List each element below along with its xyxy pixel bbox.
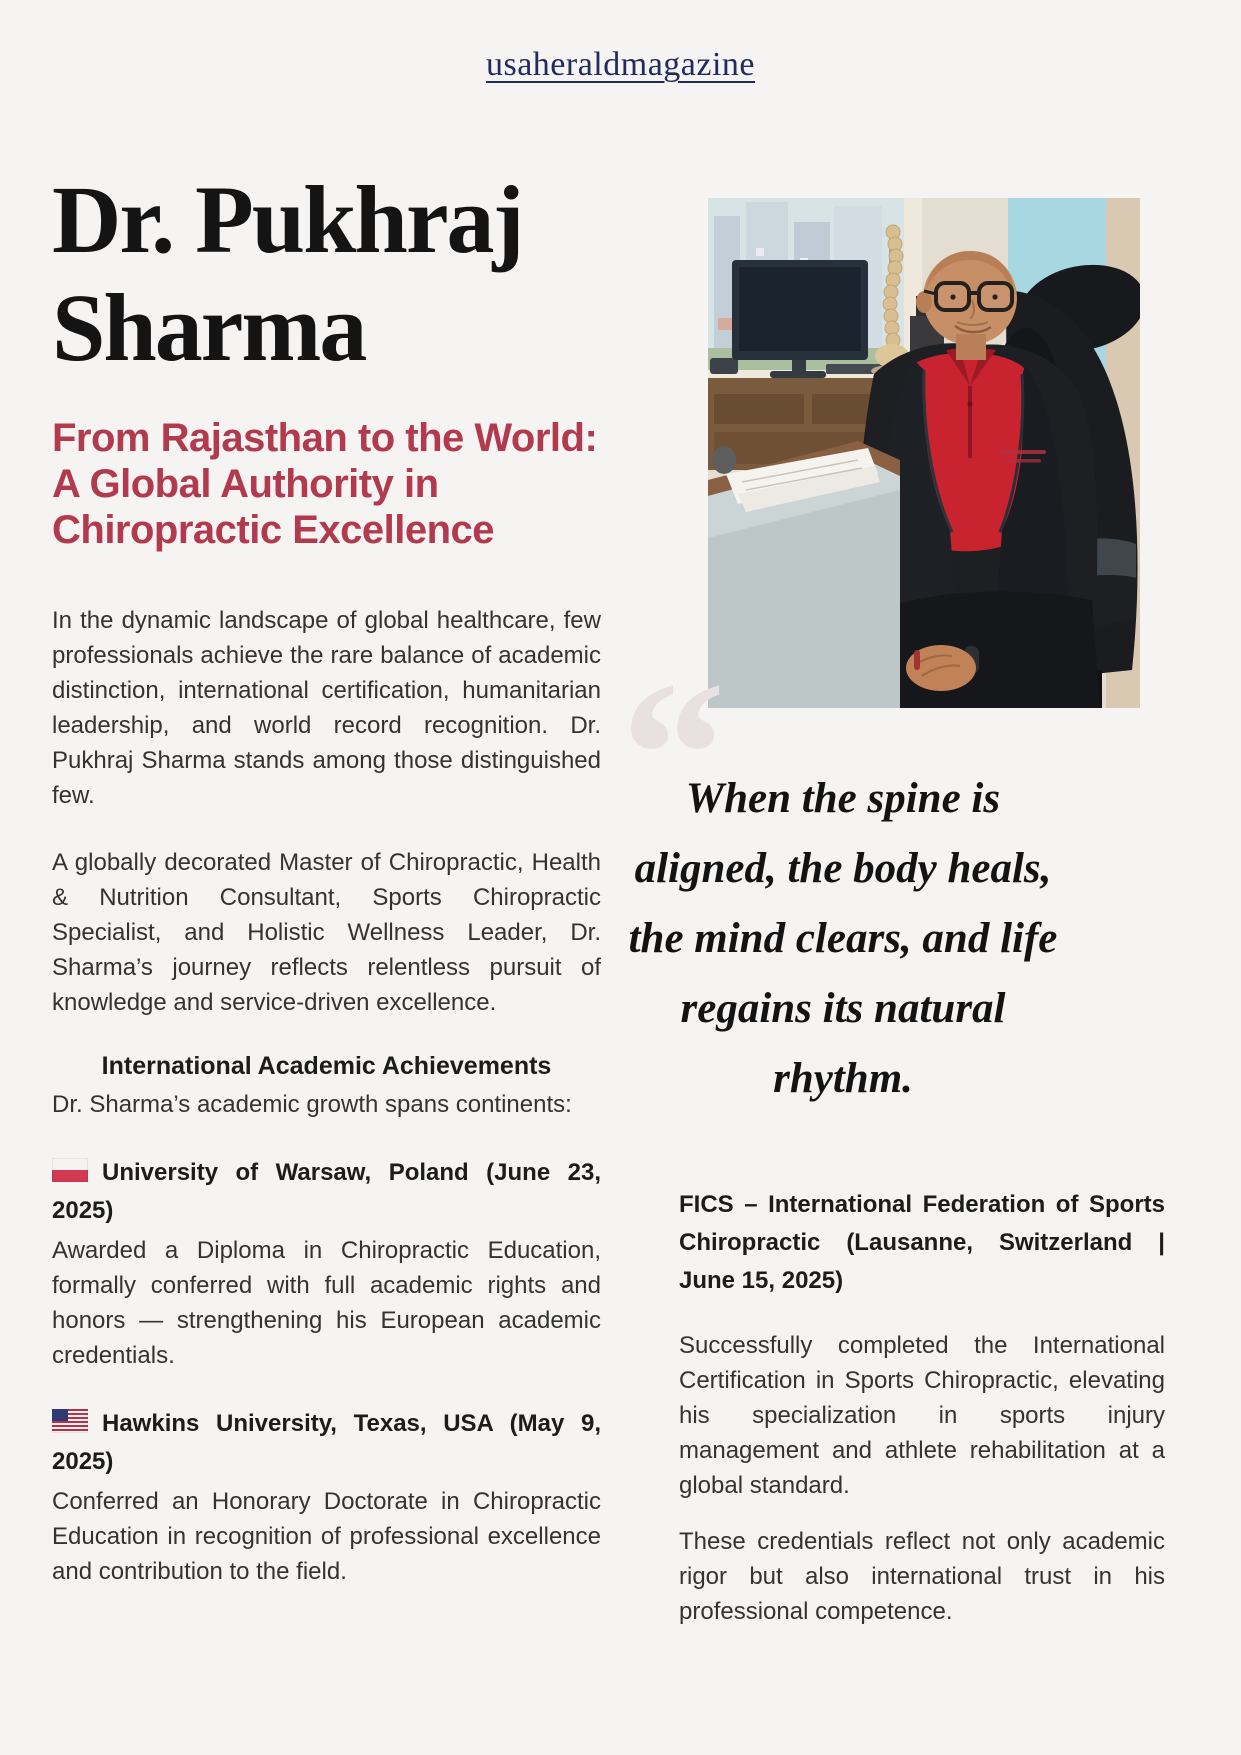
- pull-quote-line: aligned, the body heals,: [634, 845, 1052, 892]
- credential-title-hawkins: [52, 1405, 601, 1481]
- credential-body-hawkins: Conferred an Honorary Doctorate in Chiropractic Education in recognition of professional excellence and contribution to the field.: [52, 1487, 601, 1585]
- fics-closing: These credentials reflect not only academic rigor but also international trust in his professional competence.: [679, 1528, 1165, 1625]
- academic-achievements-heading: International Academic Achievements: [101, 1051, 552, 1080]
- article-subtitle: From Rajasthan to the World: A Global Authority in Chiropractic Excellence: [52, 415, 598, 552]
- right-column: [621, 198, 1165, 1718]
- masthead: [0, 46, 1241, 84]
- brand-link[interactable]: usaheraldmagazine: [485, 46, 756, 83]
- fics-body: Successfully completed the International Certification in Sports Chiropractic, elevating his specialization in sports injury management and athlete rehabilitation at a global standard.: [679, 1332, 1165, 1499]
- usa-flag-icon: [52, 1409, 88, 1433]
- page-title: [52, 166, 601, 383]
- poland-flag-icon: [52, 1158, 88, 1182]
- page-title-line2: Sharma: [52, 274, 366, 382]
- credential-title-warsaw: [52, 1154, 601, 1230]
- pull-quote-line: regains its natural: [680, 985, 1006, 1032]
- pull-quote-line: When the spine is: [685, 775, 1001, 822]
- doctor-photo: [708, 198, 1140, 708]
- credential-body-warsaw: Awarded a Diploma in Chiropractic Education, formally conferred with full academic rights and honors — strengthening his European academic credentials.: [52, 1236, 601, 1369]
- pull-quote: [608, 764, 1078, 1114]
- fics-heading: FICS – International Federation of Sports Chiropractic (Lausanne, Switzerland | June 15, 2025): [679, 1191, 1165, 1294]
- credential-title-warsaw-text: University of Warsaw, Poland (June 23, 2025): [52, 1158, 601, 1224]
- intro-paragraph-1: In the dynamic landscape of global healthcare, few professionals achieve the rare balance of academic distinction, international certification, humanitarian leadership, and world record recognition. Dr. Pukhraj Sharma stands among those distinguished few.: [52, 606, 601, 809]
- academic-lead: Dr. Sharma’s academic growth spans continents:: [52, 1090, 572, 1118]
- page-title-line1: Dr. Pukhraj: [52, 166, 523, 273]
- intro-paragraph-2: A globally decorated Master of Chiropractic, Health & Nutrition Consultant, Sports Chiropractic Specialist, and Holistic Wellness Leader, Dr. Sharma’s journey reflects relentless pursuit of knowledge and service-driven excellence.: [52, 848, 601, 1016]
- left-column: [52, 166, 601, 1589]
- credential-title-hawkins-text: Hawkins University, Texas, USA (May 9, 2025): [52, 1409, 601, 1475]
- pull-quote-line: the mind clears, and life: [628, 915, 1058, 962]
- quote-mark-icon: “: [621, 639, 726, 871]
- pull-quote-line: rhythm.: [773, 1055, 913, 1102]
